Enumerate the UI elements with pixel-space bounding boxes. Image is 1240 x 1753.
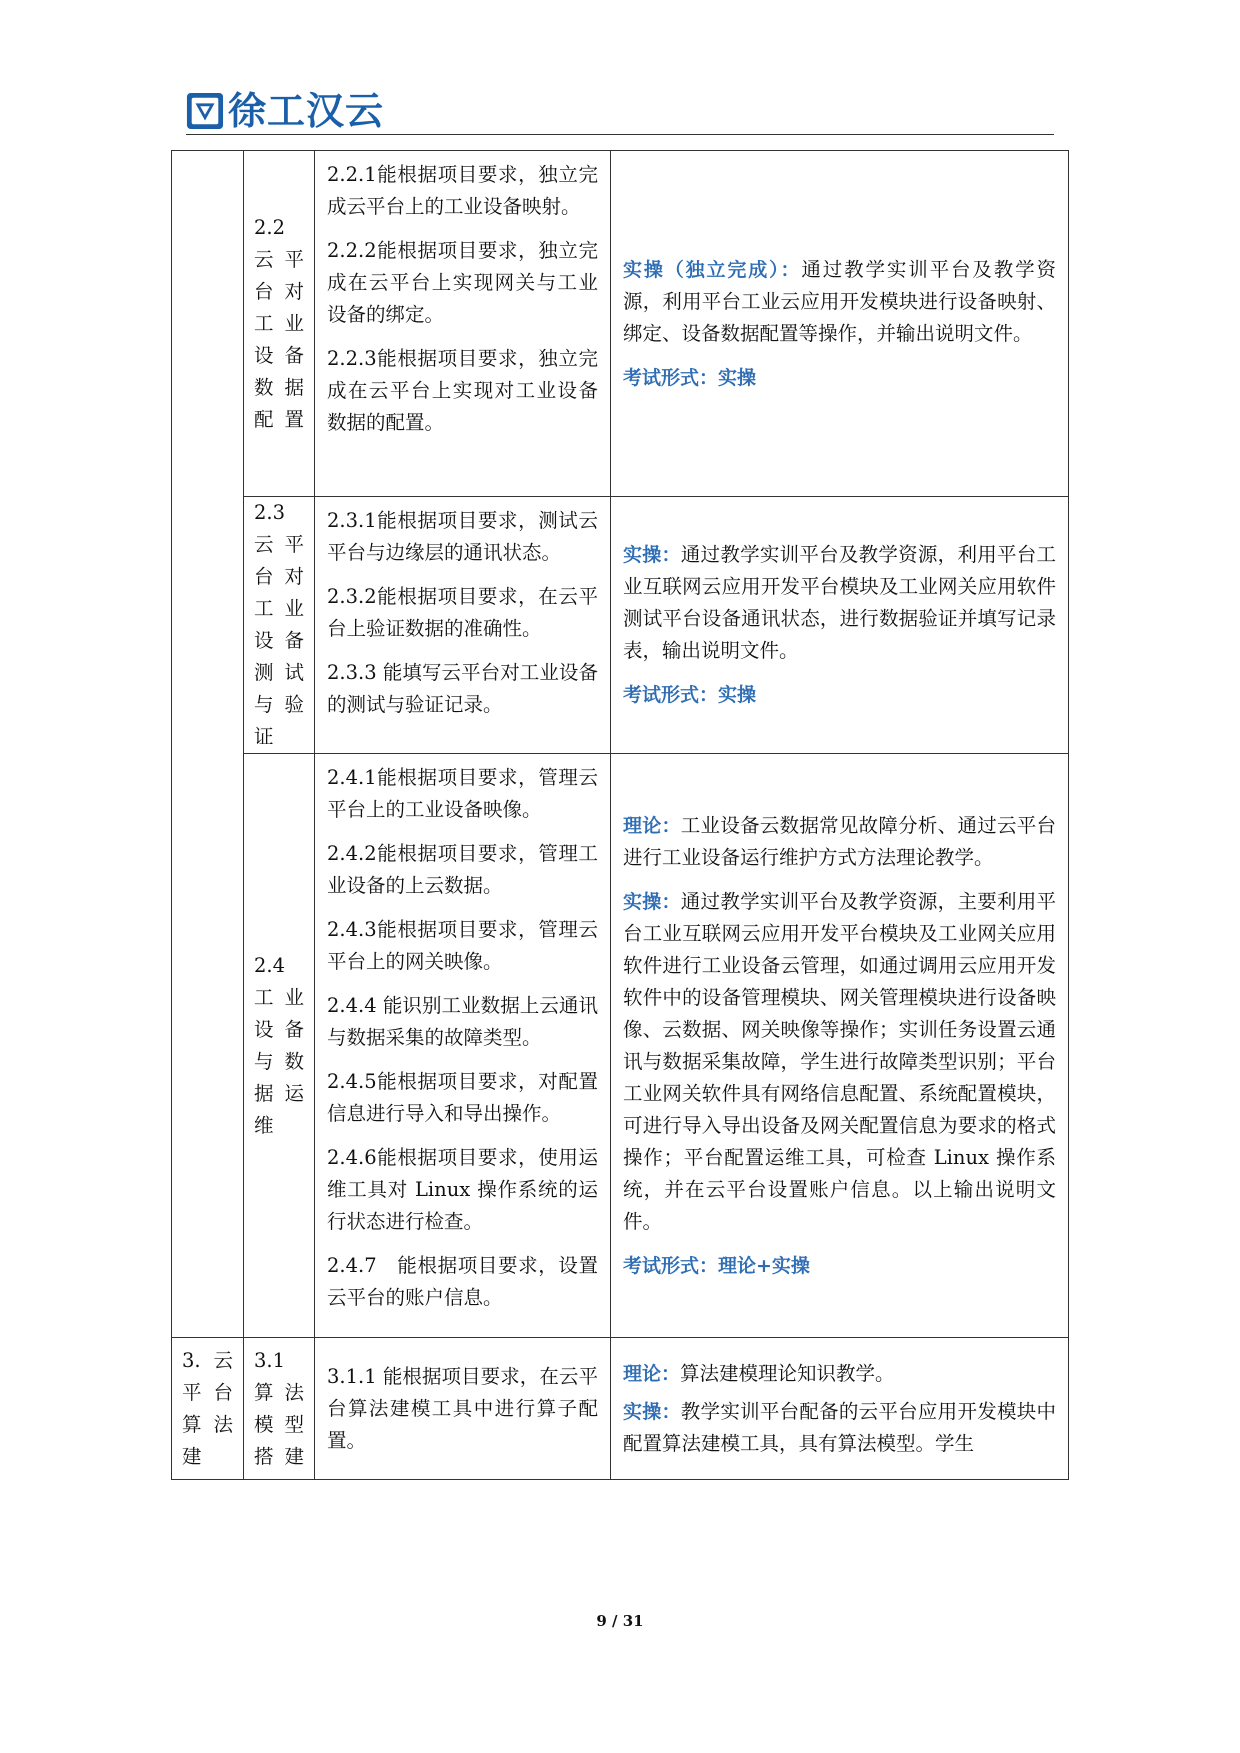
content-text: 通过教学实训平台及教学资源，主要利用平台工业互联网云应用开发平台模块及工业网关应用软件进行工业设备云管理，如通过调用云应用开发软件中的设备管理模块、网关管理模块进行设备映像、云数据、网关映像等操作；实训任务设置云通讯与数据采集故障，学生进行故障类型识别；平台工业网关软件具有网络信息配置、系统配置模块，可进行导入导出设备及网关配置信息为要求的格式操作；平台配置运维工具，可检查 Linux 操作系统，并在云平台设置账户信息。以上输出说明文件。 [623, 889, 1056, 1233]
content-cell [611, 1338, 1069, 1480]
requirements-cell [315, 754, 611, 1338]
content-paragraph [623, 810, 1056, 874]
content-paragraph [623, 1396, 1056, 1460]
table-row [172, 754, 1069, 1338]
content-text: 教学实训平台配备的云平台应用开发模块中配置算法建模工具，具有算法模型。学生 [623, 1399, 1056, 1455]
requirement-item: 2.4.4 能识别工业数据上云通讯与数据采集的故障类型。 [327, 994, 598, 1049]
content-text: 实操 [718, 684, 757, 706]
content-text: 通过教学实训平台及教学资源，利用平台工业云应用开发模块进行设备映射、绑定、设备数据配置等操作，并输出说明文件。 [623, 257, 1056, 345]
brand-name: 徐工汉云 [228, 89, 385, 133]
content-label: 实操： [623, 1400, 681, 1423]
page-total: 31 [622, 1612, 644, 1630]
requirement-item: 2.4.6能根据项目要求，使用运维工具对 Linux 操作系统的运行状态进行检查。 [327, 1146, 598, 1233]
level1-cell: 3. 云平台算法建 [172, 1338, 244, 1480]
level1-cell-empty [172, 151, 244, 1338]
level2-cell: 2.3 云平台对工业设备测试与验证 [244, 497, 315, 754]
requirement-item: 2.4.3能根据项目要求，管理云平台上的网关映像。 [327, 918, 598, 973]
xcmg-hanyun-logo-icon [186, 92, 224, 130]
requirement-item: 2.3.3 能填写云平台对工业设备的测试与验证记录。 [327, 661, 598, 716]
requirement-item: 2.3.2能根据项目要求，在云平台上验证数据的准确性。 [327, 585, 598, 640]
requirement-item: 2.4.1能根据项目要求，管理云平台上的工业设备映像。 [327, 766, 598, 821]
header-divider [186, 134, 1054, 135]
content-label: 实操： [623, 544, 681, 566]
requirement-item: 2.2.3能根据项目要求，独立完成在云平台上实现对工业设备数据的配置。 [327, 347, 598, 434]
content-text: 工业设备云数据常见故障分析、通过云平台进行工业设备运行维护方式方法理论教学。 [623, 813, 1056, 869]
content-text: 算法建模理论知识教学。 [680, 1361, 895, 1385]
content-label: 实操： [623, 890, 681, 913]
requirement-item: 2.4.5能根据项目要求，对配置信息进行导入和导出操作。 [327, 1070, 598, 1125]
page-header [186, 86, 384, 136]
requirement-item: 2.2.1能根据项目要求，独立完成云平台上的工业设备映射。 [327, 163, 598, 218]
content-label: 理论： [623, 1362, 681, 1385]
content-paragraph [623, 362, 1056, 394]
content-label: 理论： [623, 814, 681, 837]
content-label: 考试形式： [623, 684, 719, 706]
content-label: 实操（独立完成）： [623, 258, 802, 281]
requirements-cell [315, 1338, 611, 1480]
content-paragraph [623, 1250, 1056, 1282]
table-row [172, 497, 1069, 754]
page-current: 9 [596, 1612, 607, 1630]
page-number [0, 1612, 1240, 1630]
content-paragraph [623, 539, 1056, 667]
curriculum-table [171, 150, 1069, 1480]
requirement-item: 2.4.7 能根据项目要求，设置云平台的账户信息。 [327, 1254, 598, 1309]
content-text: 通过教学实训平台及教学资源，利用平台工业互联网云应用开发平台模块及工业网关应用软件测试平台设备通讯状态，进行数据验证并填写记录表，输出说明文件。 [623, 543, 1056, 662]
requirements-cell [315, 497, 611, 754]
content-paragraph [623, 679, 1056, 711]
level2-cell: 3.1 算法模型搭建 [244, 1338, 315, 1480]
content-label: 考试形式： [623, 1254, 719, 1277]
content-paragraph [623, 1358, 1056, 1390]
table-row [172, 1338, 1069, 1480]
content-paragraph [623, 886, 1056, 1238]
content-text: 理论+实操 [718, 1254, 810, 1277]
level2-cell: 2.4 工业设备与数据运维 [244, 754, 315, 1338]
content-cell [611, 754, 1069, 1338]
requirement-item: 2.3.1能根据项目要求，测试云平台与边缘层的通讯状态。 [327, 509, 598, 564]
requirement-item: 2.2.2能根据项目要求，独立完成在云平台上实现网关与工业设备的绑定。 [327, 239, 598, 326]
content-label: 考试形式： [623, 366, 719, 389]
table-row [172, 151, 1069, 497]
level2-cell: 2.2 云平台对工业设备数据配置 [244, 151, 315, 497]
requirement-item: 2.4.2能根据项目要求，管理工业设备的上云数据。 [327, 842, 598, 897]
requirement-item: 3.1.1 能根据项目要求，在云平台算法建模工具中进行算子配置。 [327, 1364, 598, 1452]
page-separator: / [612, 1612, 618, 1630]
content-cell [611, 497, 1069, 754]
content-paragraph [623, 254, 1056, 350]
content-cell [611, 151, 1069, 497]
requirements-cell [315, 151, 611, 497]
content-text: 实操 [718, 366, 757, 389]
